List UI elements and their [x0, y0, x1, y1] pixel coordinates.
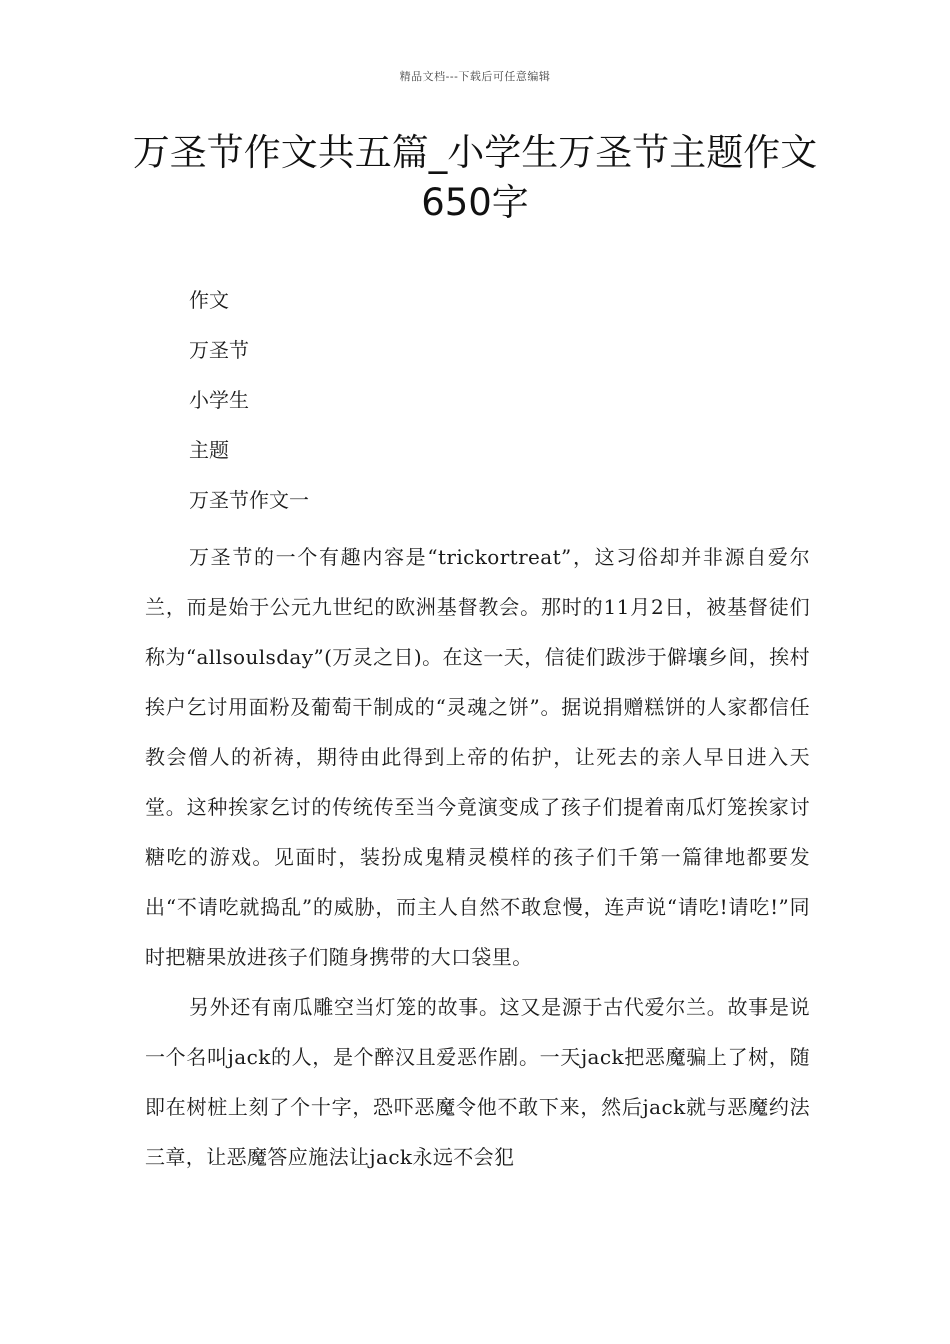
paragraph: 另外还有南瓜雕空当灯笼的故事。这又是源于古代爱尔兰。故事是说一个名叫jack的人，是个醉汉且爱恶作剧。一天jack把恶魔骗上了树，随即在树桩上刻了个十字，恐吓恶魔令他不敢下来，然后jack就与恶魔约法三章，让恶魔答应施法让jack永远不会犯 — [145, 995, 810, 1169]
paragraph: 万圣节的一个有趣内容是“trickortreat”，这习俗却并非源自爱尔兰，而是始于公元九世纪的欧洲基督教会。那时的11月2日，被基督徒们称为“allsoulsday”(万灵之日)。在这一天，信徒们跋涉于僻壤乡间，挨村挨户乞讨用面粉及葡萄干制成的“灵魂之饼”。据说捐赠糕饼的人家都信任教会僧人的祈祷，期待由此得到上帝的佑护，让死去的亲人早日进入天堂。这种挨家乞讨的传统传至当今竟演变成了孩子们提着南瓜灯笼挨家讨糖吃的游戏。见面时，装扮成鬼精灵模样的孩子们千第一篇律地都要发出“不请吃就捣乱”的威胁，而主人自然不敢怠慢，连声说“请吃!请吃!”同时把糖果放进孩子们随身携带的大口袋里。 — [145, 545, 810, 969]
keyword-item: 万圣节 — [189, 338, 249, 362]
body-text — [145, 532, 810, 1182]
section-heading: 万圣节作文一 — [189, 488, 309, 512]
header-note: 精品文档---下载后可任意编辑 — [399, 70, 551, 83]
keyword-item: 小学生 — [189, 388, 249, 412]
keyword-item: 主题 — [189, 438, 229, 462]
document-title: 万圣节作文共五篇_小学生万圣节主题作文650字 — [132, 131, 818, 224]
keyword-list — [189, 282, 309, 532]
keyword-item: 作文 — [189, 288, 229, 312]
